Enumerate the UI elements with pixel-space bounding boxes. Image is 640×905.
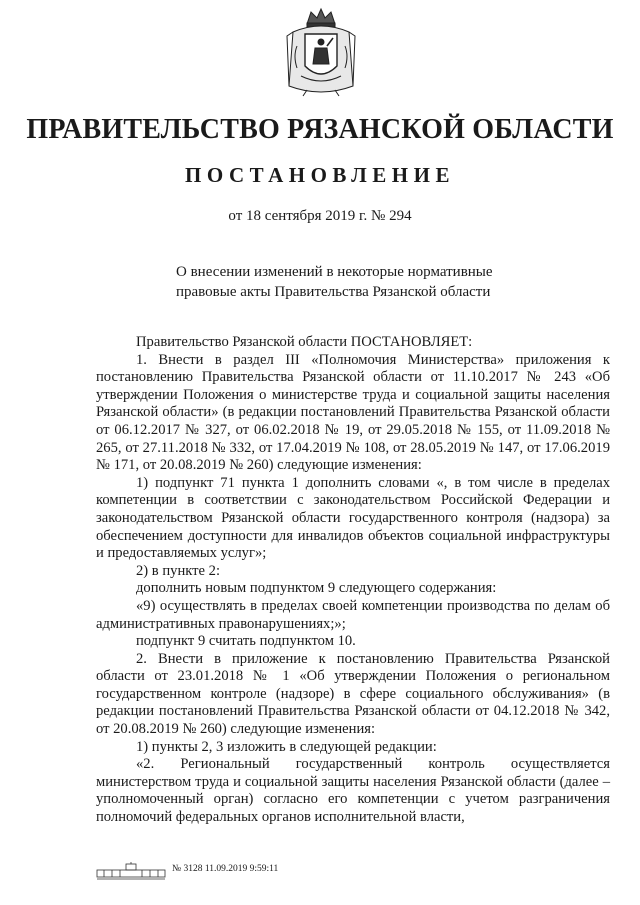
body-paragraph: 2. Внести в приложение к постановлению Правительства Рязанской области от 23.01.2018 № 1 «Об утверждении Положения о региональном государственном контроле (надзоре) в сфере социального обслуживания» (в редакции постановлений Правительства Рязанской области от 04.12.2018 № 342, от 20.08.2019 № 260) следующие изменения: bbox=[96, 650, 610, 738]
body-paragraph: 2) в пункте 2: bbox=[136, 562, 221, 579]
body-paragraph: дополнить новым подпунктом 9 следующего содержания: bbox=[136, 580, 497, 597]
subject-line-1: О внесении изменений в некоторые нормативные bbox=[176, 264, 493, 280]
government-title: ПРАВИТЕЛЬСТВО РЯЗАНСКОЙ ОБЛАСТИ bbox=[26, 114, 614, 145]
registry-stamp-icon bbox=[96, 862, 166, 880]
registration-number: № 3128 11.09.2019 9:59:11 bbox=[172, 864, 279, 874]
body-paragraph: «2. Региональный государственный контроль осуществляется министерством труда и социальной защиты населения Рязанской области (далее – уполномоченный орган) согласно его компетенции с учетом разграничения полномочий федеральных органов исполнительной власти, bbox=[96, 756, 610, 826]
body-paragraph: подпункт 9 считать подпунктом 10. bbox=[136, 633, 356, 650]
document-date-number: от 18 сентября 2019 г. № 294 bbox=[228, 208, 412, 224]
coat-of-arms-emblem bbox=[283, 6, 359, 98]
body-paragraph: «9) осуществлять в пределах своей компетенции производства по делам об административных правонарушениях;»; bbox=[96, 597, 610, 632]
subject-line-2: правовые акты Правительства Рязанской области bbox=[176, 284, 491, 300]
body-paragraph: 1) пункты 2, 3 изложить в следующей редакции: bbox=[136, 738, 437, 755]
document-type: ПОСТАНОВЛЕНИЕ bbox=[185, 163, 455, 187]
document-body bbox=[96, 334, 610, 827]
registration-footer bbox=[96, 862, 396, 882]
body-paragraph: Правительство Рязанской области ПОСТАНОВЛЯЕТ: bbox=[136, 334, 473, 350]
body-paragraph: 1. Внести в раздел III «Полномочия Министерства» приложения к постановлению Правительства Рязанской области от 11.10.2017 № 243 «Об утверждении Положения о министерстве труда и социальной защиты населения Рязанской области» (в редакции постановлений Правительства Рязанской области от 06.12.2017 № 327, от 06.02.2018 № 19, от 29.05.2018 № 155, от 11.09.2018 № 265, от 27.11.2018 № 332, от 17.04.2019 № 108, от 28.05.2019 № 147, от 17.06.2019 № 171, от 20.08.2019 № 260) следующие изменения: bbox=[96, 351, 610, 474]
document-subject bbox=[176, 262, 536, 302]
body-paragraph: 1) подпункт 71 пункта 1 дополнить словами «, в том числе в пределах компетенции в соответствии с законодательством Российской Федерации и законодательством Рязанской области государственного контроля (надзора) за обеспечением доступности для инвалидов объектов социальной инфраструктуры и предоставляемых услуг»; bbox=[96, 474, 610, 562]
